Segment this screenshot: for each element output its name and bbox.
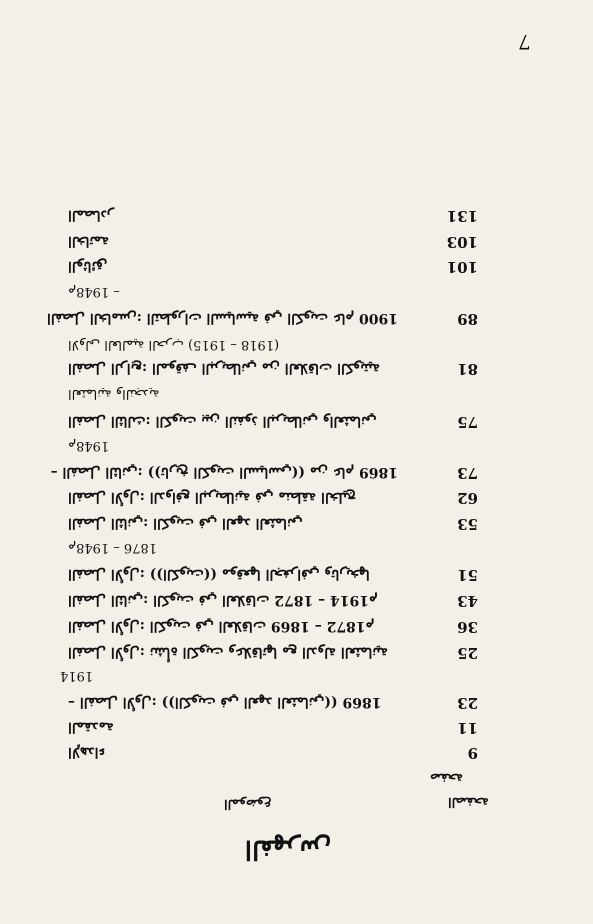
toc-page-number: 62 — [457, 489, 478, 507]
toc-row — [0, 337, 593, 361]
toc-page-number: 25 — [457, 644, 478, 662]
toc-entry: الفصل الأول: الكويت في العلاقات 1869 – 1872م — [68, 618, 375, 634]
toc-entry: المقدمة — [68, 719, 114, 735]
toc-row — [0, 464, 593, 488]
toc-page-number: 23 — [457, 694, 478, 712]
toc-row — [0, 592, 593, 616]
toc-header-subject: الموضوع — [224, 796, 272, 811]
toc-entry: الفصل الأول: ((الكويت في العهد العثماني)) 1869 – — [68, 694, 382, 710]
toc-page-number: 103 — [446, 233, 478, 251]
toc-entry: الوثائق — [68, 258, 108, 274]
toc-continuation: العثمانية والنجدية — [68, 386, 160, 401]
toc-continuation: 1914 — [60, 668, 94, 683]
toc-row — [0, 644, 593, 668]
toc-row — [0, 618, 593, 642]
toc-row — [0, 540, 593, 564]
toc-entry: الفصل الأول: نشأة الكويت وعلاقاتها مع الدولة العثمانية — [68, 644, 388, 660]
toc-row — [0, 489, 593, 513]
toc-row — [0, 284, 593, 308]
toc-entry: الفصل الأول: ((الكويت)) موقعها الجغرافي وتاريخها — [68, 566, 370, 582]
toc-row — [0, 744, 593, 768]
toc-page-number: 101 — [446, 258, 478, 276]
toc-entry: الإهداء — [68, 744, 106, 760]
toc-page-number: 131 — [446, 207, 478, 225]
page-title: الفهرس — [244, 834, 332, 864]
toc-page-number: 53 — [457, 515, 478, 533]
toc-entry: الخاتمة — [68, 233, 109, 249]
toc-continuation: (1918 – 1915) الاولى العالمية الحرب — [68, 337, 280, 352]
toc-header-page: الصفحة — [448, 794, 489, 809]
toc-page-number: 36 — [457, 618, 478, 636]
toc-continuation: 1876 – 1948م — [68, 540, 157, 555]
toc-row — [0, 694, 593, 718]
toc-page-number: 11 — [457, 719, 478, 737]
toc-entry: المصادر — [68, 207, 114, 223]
toc-row — [0, 668, 593, 692]
toc-row — [0, 258, 593, 282]
toc-row — [0, 207, 593, 231]
toc-row — [0, 438, 593, 462]
page-number: 7 — [518, 30, 531, 54]
toc-entry: الفصل الثاني: ((تاريخ الكويت السياسي)) من عام 1869 – — [50, 464, 398, 480]
toc-continuation: 1948م — [68, 438, 110, 453]
toc-entry: الفصل الثاني: الكويت في العهد العثماني — [68, 515, 303, 531]
toc-entry: الفصل الرابع: الموقف البريطاني من العلاقات الكويتية — [68, 360, 381, 376]
toc-page-number: 81 — [457, 360, 478, 378]
toc-row — [0, 360, 593, 384]
toc-page-number: 9 — [467, 744, 478, 762]
toc-entry: الفصل الخامس: التطورات السياسية في الكويت عام 1900 — [47, 310, 398, 326]
toc-row — [0, 386, 593, 410]
toc-page-number: 75 — [457, 413, 478, 431]
toc-entry: الفصل الأول: الدوافع البريطانية في منطقة الخليج — [68, 489, 357, 505]
toc-page-number: 89 — [457, 310, 478, 328]
toc-row — [0, 233, 593, 257]
toc-row — [0, 566, 593, 590]
toc-header-page-extra: صفحة — [430, 770, 463, 785]
toc-entry: الفصل الثالث: الكويت بين النفوذ البريطاني والعثماني — [68, 413, 377, 429]
toc-row — [0, 310, 593, 334]
toc-continuation: – 1948م — [68, 284, 120, 299]
toc-entry: الفصل الثاني: الكويت في العلاقات 1872 – 1914م — [68, 592, 378, 608]
toc-row — [0, 515, 593, 539]
toc-page-number: 51 — [457, 566, 478, 584]
toc-page-number: 73 — [457, 464, 478, 482]
toc-page-number: 43 — [457, 592, 478, 610]
toc-row — [0, 413, 593, 437]
toc-row — [0, 719, 593, 743]
